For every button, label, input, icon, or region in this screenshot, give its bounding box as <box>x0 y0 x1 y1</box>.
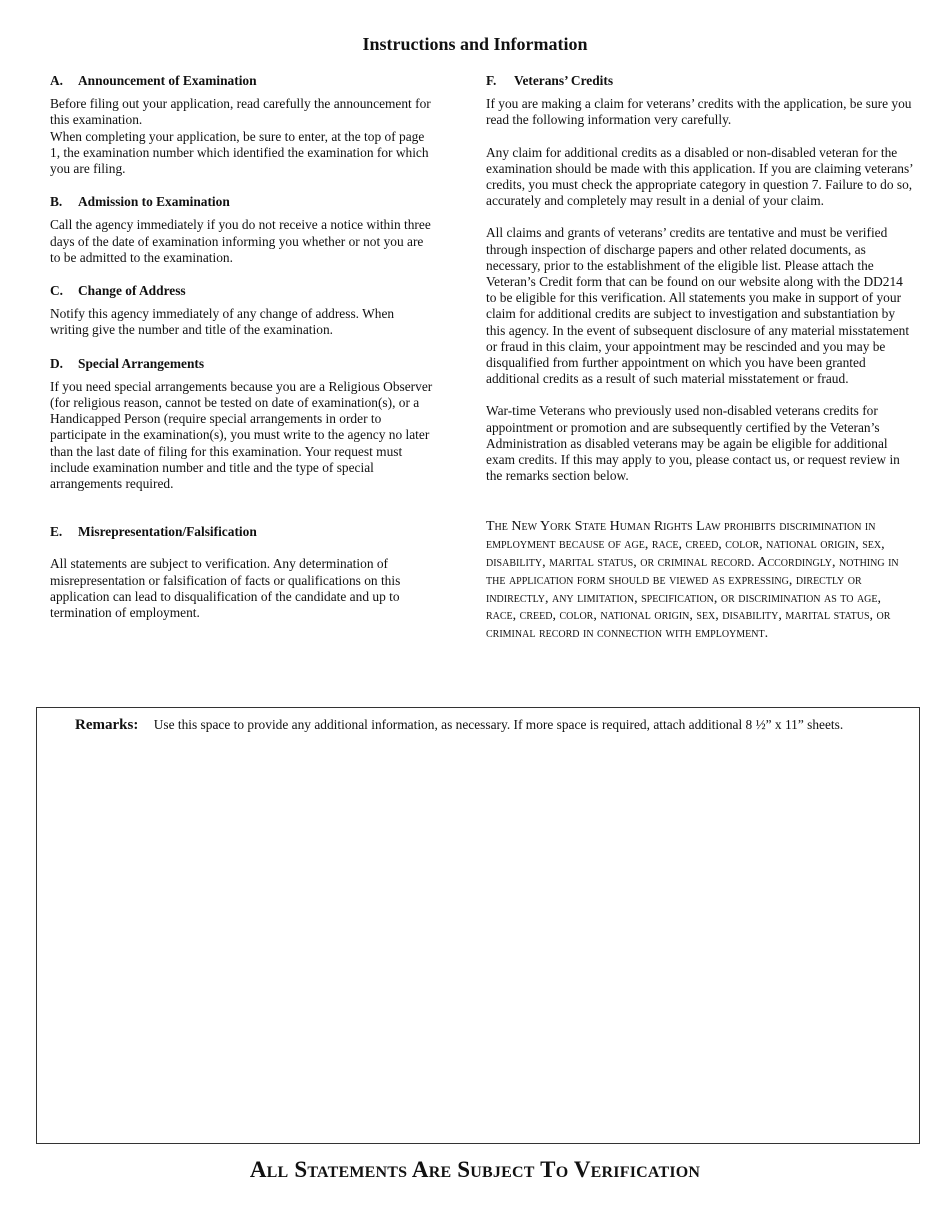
section-d-heading: D. Special Arrangements <box>50 355 205 371</box>
section-d-paragraph: If you need special arrangements because you are a Religious Observer (for religious reason, cannot be tested on date of examination(s), or a Handicapped Person (require special arrangements in order to participate in the examination(s), you must write to the agency no later than the last date of filing for this examination. Your request must include examination number and title and the type of special arrangements required. <box>50 378 433 492</box>
section-c-paragraph: Notify this agency immediately of any change of address. When writing give the number and title of the examination. <box>50 306 395 338</box>
remarks-box[interactable] <box>36 707 920 1144</box>
human-rights-notice: The New York State Human Rights Law prohibits discrimination in employment because of age, race, creed, color, national origin, sex, disability, marital status, or criminal record. Accordingly, nothing in the application form should be viewed as expressing, directly or indirectly, any limitation, specification, or discrimination as to age, race, creed, color, national origin, sex, disability, marital status, or criminal record in connection with employment. <box>486 519 899 642</box>
section-c-heading: C. Change of Address <box>50 283 186 299</box>
section-f-paragraph-2: Any claim for additional credits as a disabled or non-disabled veteran for the examination should be made with this application. If you are claiming veterans’ credits, you must check the appropriate category in question 7. Failure to do so, accurately and completely may result in a denial of your claim. <box>486 144 913 209</box>
remarks-instruction: Use this space to provide any additional information, as necessary. If more space is required, attach additional 8 ½” x 11” sheets. <box>153 717 844 732</box>
section-f-paragraph-1: If you are making a claim for veterans’ credits with the application, be sure you read the following information very carefully. <box>486 96 912 128</box>
remarks-header <box>75 717 843 734</box>
section-b-paragraph: Call the agency immediately if you do not receive a notice within three days of the date of examination informing you whether or not you are to be admitted to the examination. <box>50 217 431 265</box>
remarks-label: Remarks: <box>75 717 139 733</box>
section-f-paragraph-3: All claims and grants of veterans’ credits are tentative and must be verified through inspection of discharge papers and other related documents, as necessary, prior to the establishment of the eligible list. Please attach the Veteran’s Credit form that can be found on our website along with the DD214 to be eligible for this verification. All statements you make in support of your claim for additional credits are subject to investigation and substantiation by this agency. In the event of subsequent disclosure of any material misstatement or fraud in this claim, your appointment may be rescinded and you may be disqualified from further appointment on which you have been granted additional credits as a result of such material misstatement or fraud. <box>486 225 910 387</box>
section-a-paragraph-2: When completing your application, be sure to enter, at the top of page 1, the examination number which identified the examination for which you are filing. <box>50 128 429 177</box>
left-column <box>50 73 435 621</box>
section-f-paragraph-4: War-time Veterans who previously used non-disabled veterans credits for appointment or promotion and are subsequently certified by the Veteran’s Administration as disabled veterans may be again be eligible for additional exam credits. If this may apply to you, please contact us, or request review in the remarks section below. <box>486 403 900 484</box>
page-title: Instructions and Information <box>362 34 588 54</box>
section-e-paragraph: All statements are subject to verification. Any determination of misrepresentation or falsification of facts or qualifications on this application can lead to disqualification of the candidate and up to termination of employment. <box>50 556 401 621</box>
verification-footer: All Statements Are Subject To Verification <box>249 1157 701 1182</box>
section-e-heading: E. Misrepresentation/Falsification <box>50 524 257 540</box>
section-a-paragraph-1: Before filing out your application, read carefully the announcement for this examination. <box>50 96 431 128</box>
section-a-heading: A. Announcement of Examination <box>50 73 257 88</box>
section-b-heading: B. Admission to Examination <box>50 194 230 210</box>
section-f-heading: F. Veterans’ Credits <box>486 73 614 88</box>
right-column <box>486 73 914 643</box>
